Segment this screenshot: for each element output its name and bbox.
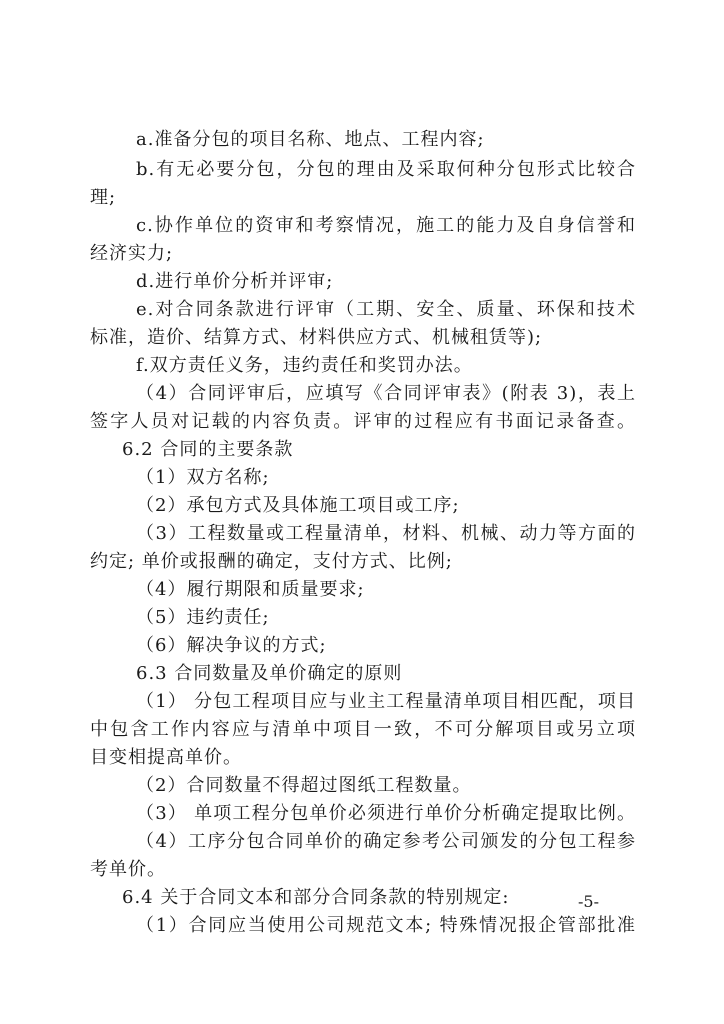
text-line: b.有无必要分包，分包的理由及采取何种分包形式比较合 [136, 159, 636, 180]
text-line: （4）履行期限和质量要求; [136, 579, 365, 600]
text-line: 签字人员对记载的内容负责。评审的过程应有书面记录备查。 [90, 411, 636, 432]
text-line: （3） 单项工程分包单价必须进行单价分析确定提取比例。 [136, 803, 636, 824]
text-line: （6）解决争议的方式; [136, 635, 327, 656]
text-line: 经济实力; [90, 243, 174, 264]
text-line: f.双方责任义务，违约责任和奖罚办法。 [136, 355, 473, 376]
text-line: 标准，造价、结算方式、材料供应方式、机械租赁等); [90, 327, 543, 348]
text-line: （1）合同应当使用公司规范文本; 特殊情况报企管部批准 [136, 915, 636, 936]
page-number: -5- [578, 892, 599, 911]
text-line: （4）合同评审后，应填写《合同评审表》(附表 3)，表上 [136, 383, 636, 404]
section-heading: 6.2 合同的主要条款 [122, 439, 294, 460]
text-line: （2）承包方式及具体施工项目或工序; [136, 495, 460, 516]
section-heading: 6.3 合同数量及单价确定的原则 [136, 663, 403, 684]
text-line: （4）工序分包合同单价的确定参考公司颁发的分包工程参 [136, 831, 636, 852]
text-line: c.协作单位的资审和考察情况，施工的能力及自身信誉和 [136, 215, 636, 236]
text-line: 考单价。 [90, 859, 166, 880]
section-heading: 6.4 关于合同文本和部分合同条款的特别规定: [122, 887, 510, 908]
text-line: 目变相提高单价。 [90, 747, 242, 768]
text-line: （3）工程数量或工程量清单，材料、机械、动力等方面的 [136, 523, 636, 544]
text-line: （1） 分包工程项目应与业主工程量清单项目相匹配，项目 [136, 691, 636, 712]
text-line: （5）违约责任; [136, 607, 270, 628]
text-line: 中包含工作内容应与清单中项目一致，不可分解项目或另立项 [90, 719, 636, 740]
text-line: d.进行单价分析并评审; [136, 271, 334, 292]
text-line: 约定; 单价或报酬的确定，支付方式、比例; [90, 551, 453, 572]
text-line: 理; [90, 187, 117, 208]
text-line: a.准备分包的项目名称、地点、工程内容; [136, 129, 485, 150]
text-line: （2）合同数量不得超过图纸工程数量。 [136, 775, 472, 796]
text-line: e.对合同条款进行评审（工期、安全、质量、环保和技术 [136, 299, 636, 320]
text-line: （1）双方名称; [136, 467, 270, 488]
